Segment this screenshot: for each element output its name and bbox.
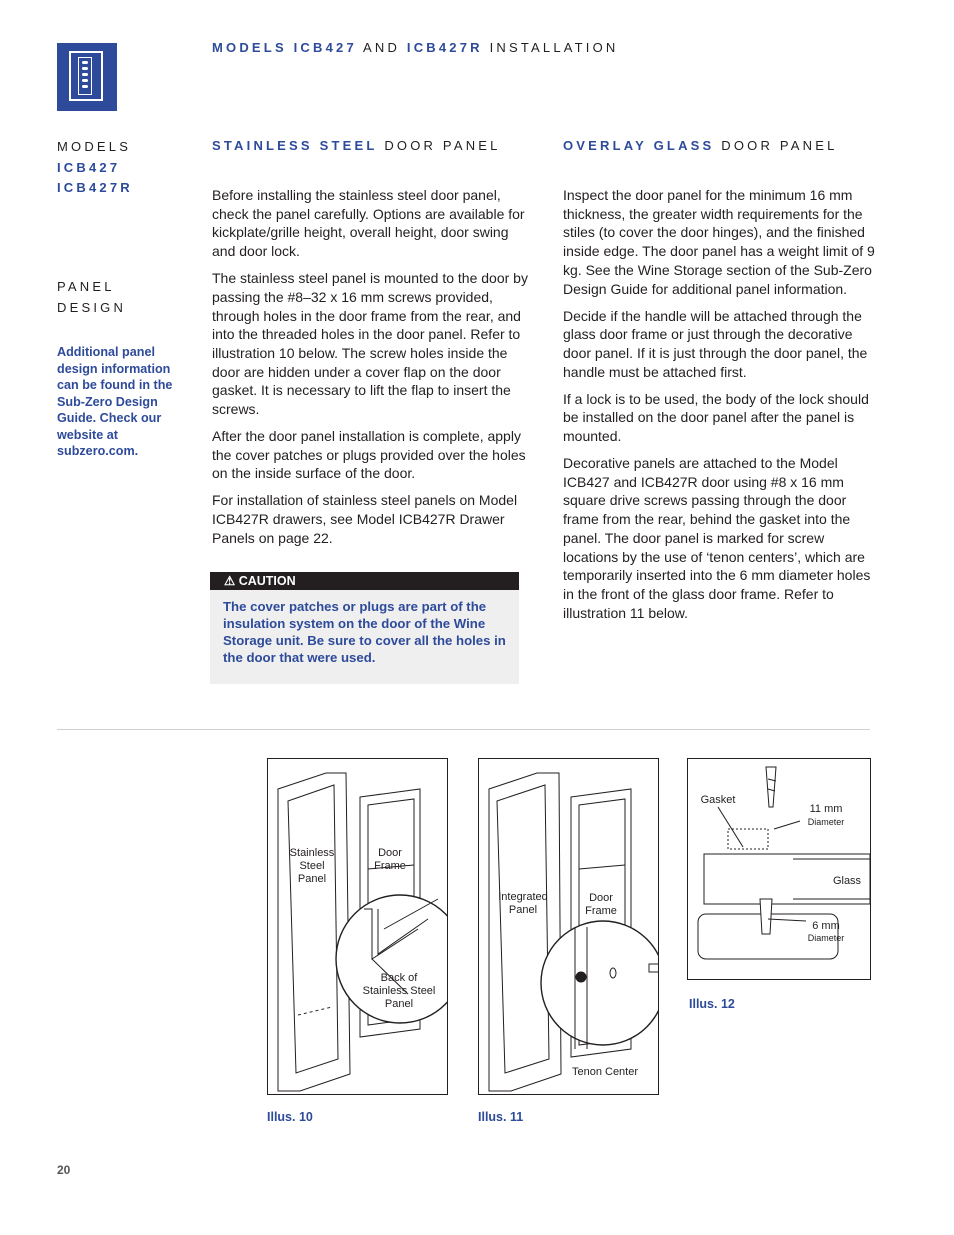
illus12-label-size2: 6 mm <box>812 920 840 932</box>
illus12-label-diam2: Diameter <box>807 933 845 943</box>
section-divider <box>57 729 870 730</box>
illus11-label-frame-2: Frame <box>585 905 617 917</box>
illustration-12 <box>687 758 871 980</box>
overlay-paragraph: Decorative panels are attached to the Model ICB427 and ICB427R door using #8 x 16 mm square drive screws passing through the door frame from the rear, behind the gasket into the panel. The door panel is marked for screw locations by the use of ‘tenon centers’, which are temporarily inserted into the 6 mm diameter holes in the front of the glass door frame. Refer to illustration 11 below. <box>563 455 871 621</box>
sidebar-panel-design: PANEL DESIGN <box>57 279 127 315</box>
illus10-label-frame-1: Door <box>378 847 402 859</box>
illus11-label-tenon: Tenon Center <box>571 1066 639 1078</box>
illus10-label-back-2: Stainless Steel <box>362 985 436 997</box>
illus12-label-size1: 11 mm <box>809 803 843 815</box>
stainless-paragraph: Before installing the stainless steel door panel, check the panel carefully. Options are available for kickplate/grille height, overall height, door swing and door lock. <box>212 187 525 260</box>
sidebar-note: Additional panel design information can be found in the Sub-Zero Design Guide. Check our website at subzero.com. <box>57 345 173 458</box>
overlay-paragraph: If a lock is to be used, the body of the lock should be installed on the door panel after the panel is mounted. <box>563 390 869 445</box>
illustration-11 <box>478 758 659 1095</box>
illus12-label-gasket: Gasket <box>700 794 736 806</box>
stainless-paragraph: The stainless steel panel is mounted to the door by passing the #8–32 x 16 mm screws provided, through holes in the door frame from the rear, and into the threaded holes in the door panel. Refer to illustration 10 below. The screw holes inside the door are hidden under a cover flap on the door gasket. It is necessary to lift the flap to insert the screws. <box>212 270 528 418</box>
illus11-label-frame-1: Door <box>589 892 613 904</box>
page-number: 20 <box>57 1163 71 1177</box>
caution-text: The cover patches or plugs are part of the insulation system on the door of the Wine Storage unit. Be sure to cover all the holes in the door that were used. <box>223 599 506 665</box>
page-header: MODELS ICB427 AND ICB427R INSTALLATION <box>212 40 619 55</box>
illus11-caption: Illus. 11 <box>478 1110 524 1124</box>
stainless-paragraph: For installation of stainless steel panels on Model ICB427R drawers, see Model ICB427R Drawer Panels on page 22. <box>212 492 518 546</box>
stainless-title: STAINLESS STEEL DOOR PANEL <box>212 138 501 153</box>
sidebar-models: MODELS ICB427 ICB427R <box>57 139 133 195</box>
illus12-drawing <box>688 759 870 979</box>
illus10-label-back-3: Panel <box>384 998 414 1010</box>
illus11-label-panel-1: Integrated <box>498 891 548 903</box>
illus10-label-frame-2: Frame <box>374 860 406 872</box>
overlay-title: OVERLAY GLASS DOOR PANEL <box>563 138 838 153</box>
stainless-paragraph: After the door panel installation is complete, apply the cover patches or plugs provided over the holes on the inside surface of the door. <box>212 428 526 482</box>
illus12-label-glass: Glass <box>832 875 862 887</box>
illus11-drawing <box>479 759 658 1094</box>
overlay-paragraph: Decide if the handle will be attached through the glass door frame or just through the decorative door panel. If it is just through the door panel, the handle must be attached first. <box>563 307 868 380</box>
sub-zero-logo <box>57 43 117 111</box>
caution-bar: ⚠ CAUTION <box>210 572 519 590</box>
illus12-caption: Illus. 12 <box>689 997 735 1011</box>
overlay-paragraph: Inspect the door panel for the minimum 16 mm thickness, the greater width requirements for the stiles (to cover the door hinges), and the finished inside edge. The door panel has a weight limit of 9 kg. See the Wine Storage section of the Sub-Zero Design Guide for additional panel information. <box>563 187 875 297</box>
illus10-drawing <box>268 759 447 1094</box>
overlay-body <box>563 186 881 631</box>
illus11-label-panel-2: Panel <box>508 904 538 916</box>
illus10-label-panel-2: Steel <box>299 860 325 872</box>
warning-icon: ⚠ <box>224 574 236 588</box>
stainless-body <box>212 186 534 556</box>
caution-box <box>210 572 519 684</box>
illus10-label-panel-3: Panel <box>297 873 327 885</box>
illus10-label-back-1: Back of <box>380 972 418 984</box>
illus12-label-diam1: Diameter <box>807 817 845 827</box>
illus10-caption: Illus. 10 <box>267 1110 313 1124</box>
illustration-10 <box>267 758 448 1095</box>
illus11-detail-circle <box>541 921 658 1045</box>
illus10-label-panel-1: Stainless <box>289 847 335 859</box>
